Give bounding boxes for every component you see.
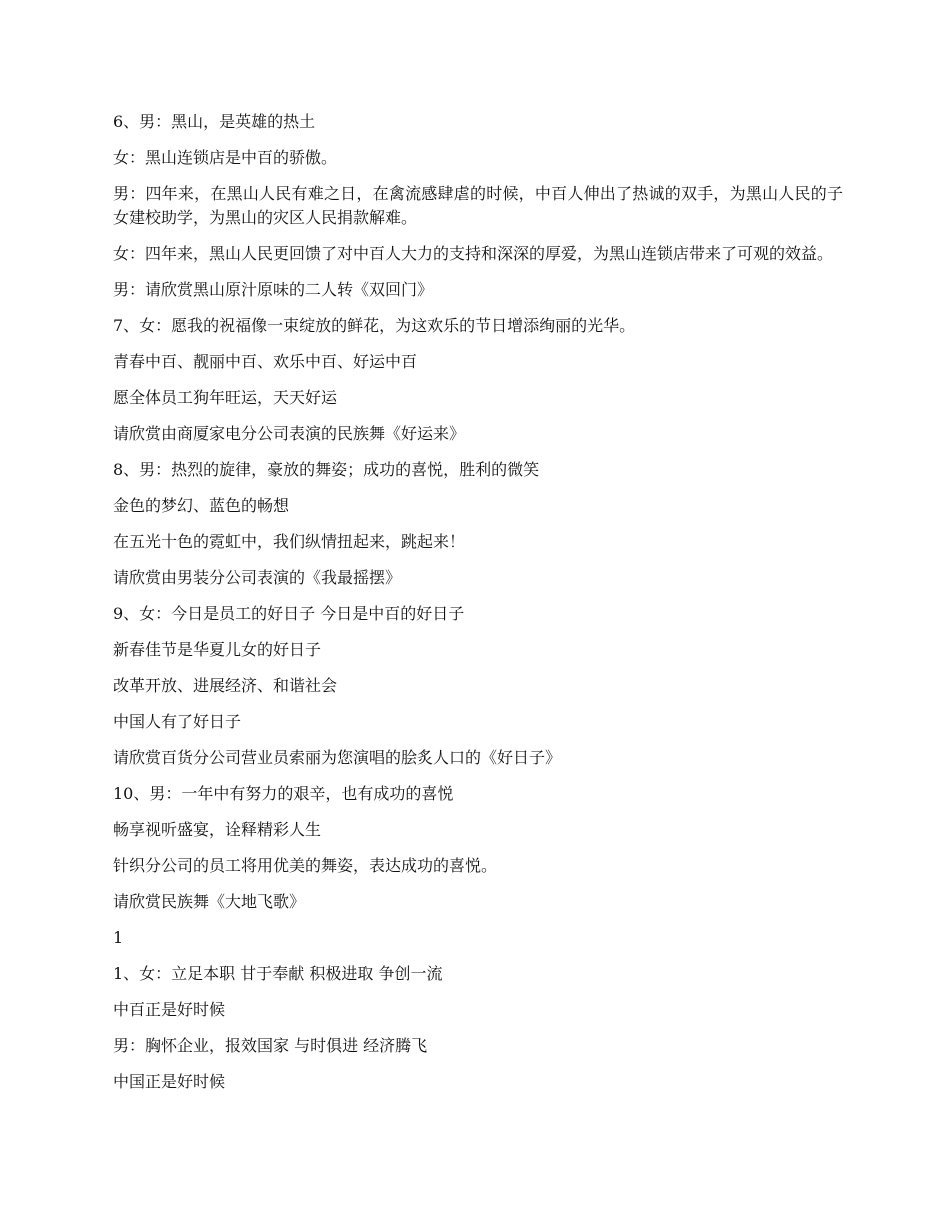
paragraph: 10、男：一年中有努力的艰辛，也有成功的喜悦 bbox=[113, 784, 454, 803]
paragraph: 金色的梦幻、蓝色的畅想 bbox=[113, 496, 290, 515]
paragraph: 在五光十色的霓虹中，我们纵情扭起来，跳起来！ bbox=[113, 532, 466, 551]
paragraph: 9、女：今日是员工的好日子 今日是中百的好日子 bbox=[113, 604, 465, 623]
paragraph: 改革开放、进展经济、和谐社会 bbox=[113, 676, 338, 695]
paragraph: 青春中百、靓丽中百、欢乐中百、好运中百 bbox=[113, 352, 418, 371]
paragraph: 请欣赏百货分公司营业员索丽为您演唱的脍炙人口的《好日子》 bbox=[113, 748, 562, 767]
paragraph: 请欣赏由商厦家电分公司表演的民族舞《好运来》 bbox=[113, 424, 466, 443]
paragraph: 8、男：热烈的旋律，豪放的舞姿；成功的喜悦，胜利的微笑 bbox=[113, 460, 540, 479]
paragraph: 中国正是好时候 bbox=[113, 1072, 226, 1091]
paragraph: 新春佳节是华夏儿女的好日子 bbox=[113, 640, 322, 659]
paragraph: 中百正是好时候 bbox=[113, 1000, 226, 1019]
paragraph: 愿全体员工狗年旺运，天天好运 bbox=[113, 388, 338, 407]
paragraph: 请欣赏由男装分公司表演的《我最摇摆》 bbox=[113, 568, 402, 587]
paragraph: 男：请欣赏黑山原汁原味的二人转《双回门》 bbox=[113, 280, 434, 299]
paragraph: 畅享视听盛宴，诠释精彩人生 bbox=[113, 820, 322, 839]
paragraph: 7、女：愿我的祝福像一束绽放的鲜花，为这欢乐的节日增添绚丽的光华。 bbox=[113, 316, 636, 335]
paragraph: 中国人有了好日子 bbox=[113, 712, 242, 731]
paragraph: 男：四年来，在黑山人民有难之日，在禽流感肆虐的时候，中百人伸出了热诚的双手，为黑山人民的子女建校助学，为黑山的灾区人民捐款解难。 bbox=[113, 184, 843, 227]
document-page bbox=[113, 110, 843, 1106]
paragraph: 男：胸怀企业，报效国家 与时俱进 经济腾飞 bbox=[113, 1036, 428, 1055]
paragraph: 1、女：立足本职 甘于奉献 积极进取 争创一流 bbox=[113, 964, 443, 983]
paragraph: 针织分公司的员工将用优美的舞姿，表达成功的喜悦。 bbox=[113, 856, 498, 875]
page-number: 1 bbox=[113, 928, 124, 947]
paragraph: 女：黑山连锁店是中百的骄傲。 bbox=[113, 148, 338, 167]
paragraph: 请欣赏民族舞《大地飞歌》 bbox=[113, 892, 306, 911]
paragraph: 女：四年来，黑山人民更回馈了对中百人大力的支持和深深的厚爱，为黑山连锁店带来了可观的效益。 bbox=[113, 244, 834, 263]
paragraph: 6、男：黑山，是英雄的热土 bbox=[113, 112, 316, 131]
